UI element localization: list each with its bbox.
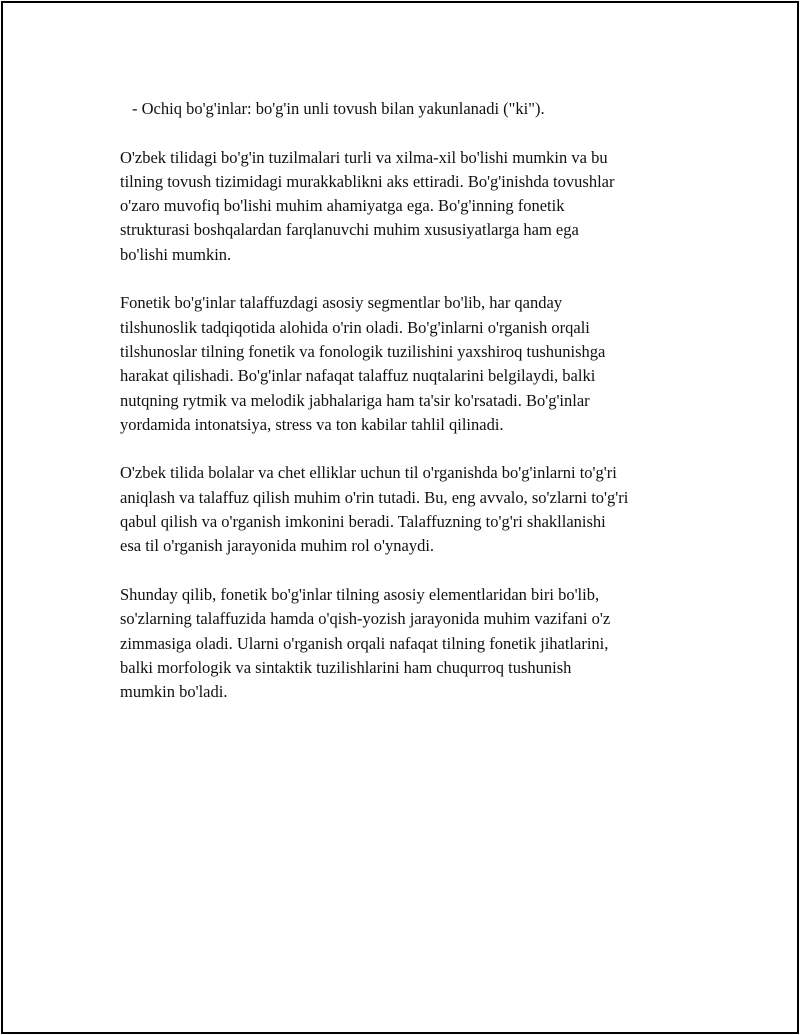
text-line: tilshunoslik tadqiqotida alohida o'rin oladi. Bo'g'inlarni o'rganish orqali [120,317,590,337]
text-line: tilshunoslar tilning fonetik va fonologik tuzilishini yaxshiroq tushunishga [120,341,606,361]
text-line: O'zbek tilida bolalar va chet elliklar uchun til o'rganishda bo'g'inlarni to'g'ri [120,463,617,483]
text-line: balki morfologik va sintaktik tuzilishlarini ham chuqurroq tushunish [120,657,572,677]
text-line: qabul qilish va o'rganish imkonini beradi. Talaffuzning to'g'ri shakllanishi [120,512,606,532]
text-line: mumkin bo'ladi. [120,682,228,702]
text-line: O'zbek tilidagi bo'g'in tuzilmalari turli va xilma-xil bo'lishi mumkin va bu [120,147,608,167]
paragraph-language-learning [120,461,720,558]
text-line: Fonetik bo'g'inlar talaffuzdagi asosiy segmentlar bo'lib, har qanday [120,293,563,313]
text-line: strukturasi boshqalardan farqlanuvchi muhim xususiyatlarga ham ega [120,220,579,240]
text-line: o'zaro muvofiq bo'lishi muhim ahamiyatga ega. Bo'g'inning fonetik [120,196,565,216]
paragraph-syllable-structure [120,146,720,267]
paragraph-phonetic-syllables [120,291,720,437]
document-page [1,1,799,1034]
document-body [120,97,720,729]
text-line: Shunday qilib, fonetik bo'g'inlar tilning asosiy elementlaridan biri bo'lib, [120,584,600,604]
text-line: tilning tovush tizimidagi murakkablikni aks ettiradi. Bo'g'inishda tovushlar [120,171,615,191]
bullet-item-open-syllables: - Ochiq bo'g'inlar: bo'g'in unli tovush bilan yakunlanadi ("ki"). [132,99,545,118]
text-line: bo'lishi mumkin. [120,244,232,264]
text-line: esa til o'rganish jarayonida muhim rol o'ynaydi. [120,536,435,556]
text-line: harakat qilishadi. Bo'g'inlar nafaqat talaffuz nuqtalarini belgilaydi, balki [120,366,596,386]
paragraph-conclusion [120,583,720,704]
text-line: so'zlarning talaffuzida hamda o'qish-yozish jarayonida muhim vazifani o'z [120,609,611,629]
text-line: aniqlash va talaffuz qilish muhim o'rin tutadi. Bu, eng avvalo, so'zlarni to'g'ri [120,487,629,507]
text-line: nutqning rytmik va melodik jabhalariga ham ta'sir ko'rsatadi. Bo'g'inlar [120,390,590,410]
text-line: yordamida intonatsiya, stress va ton kabilar tahlil qilinadi. [120,414,504,434]
text-line: zimmasiga oladi. Ularni o'rganish orqali nafaqat tilning fonetik jihatlarini, [120,633,609,653]
